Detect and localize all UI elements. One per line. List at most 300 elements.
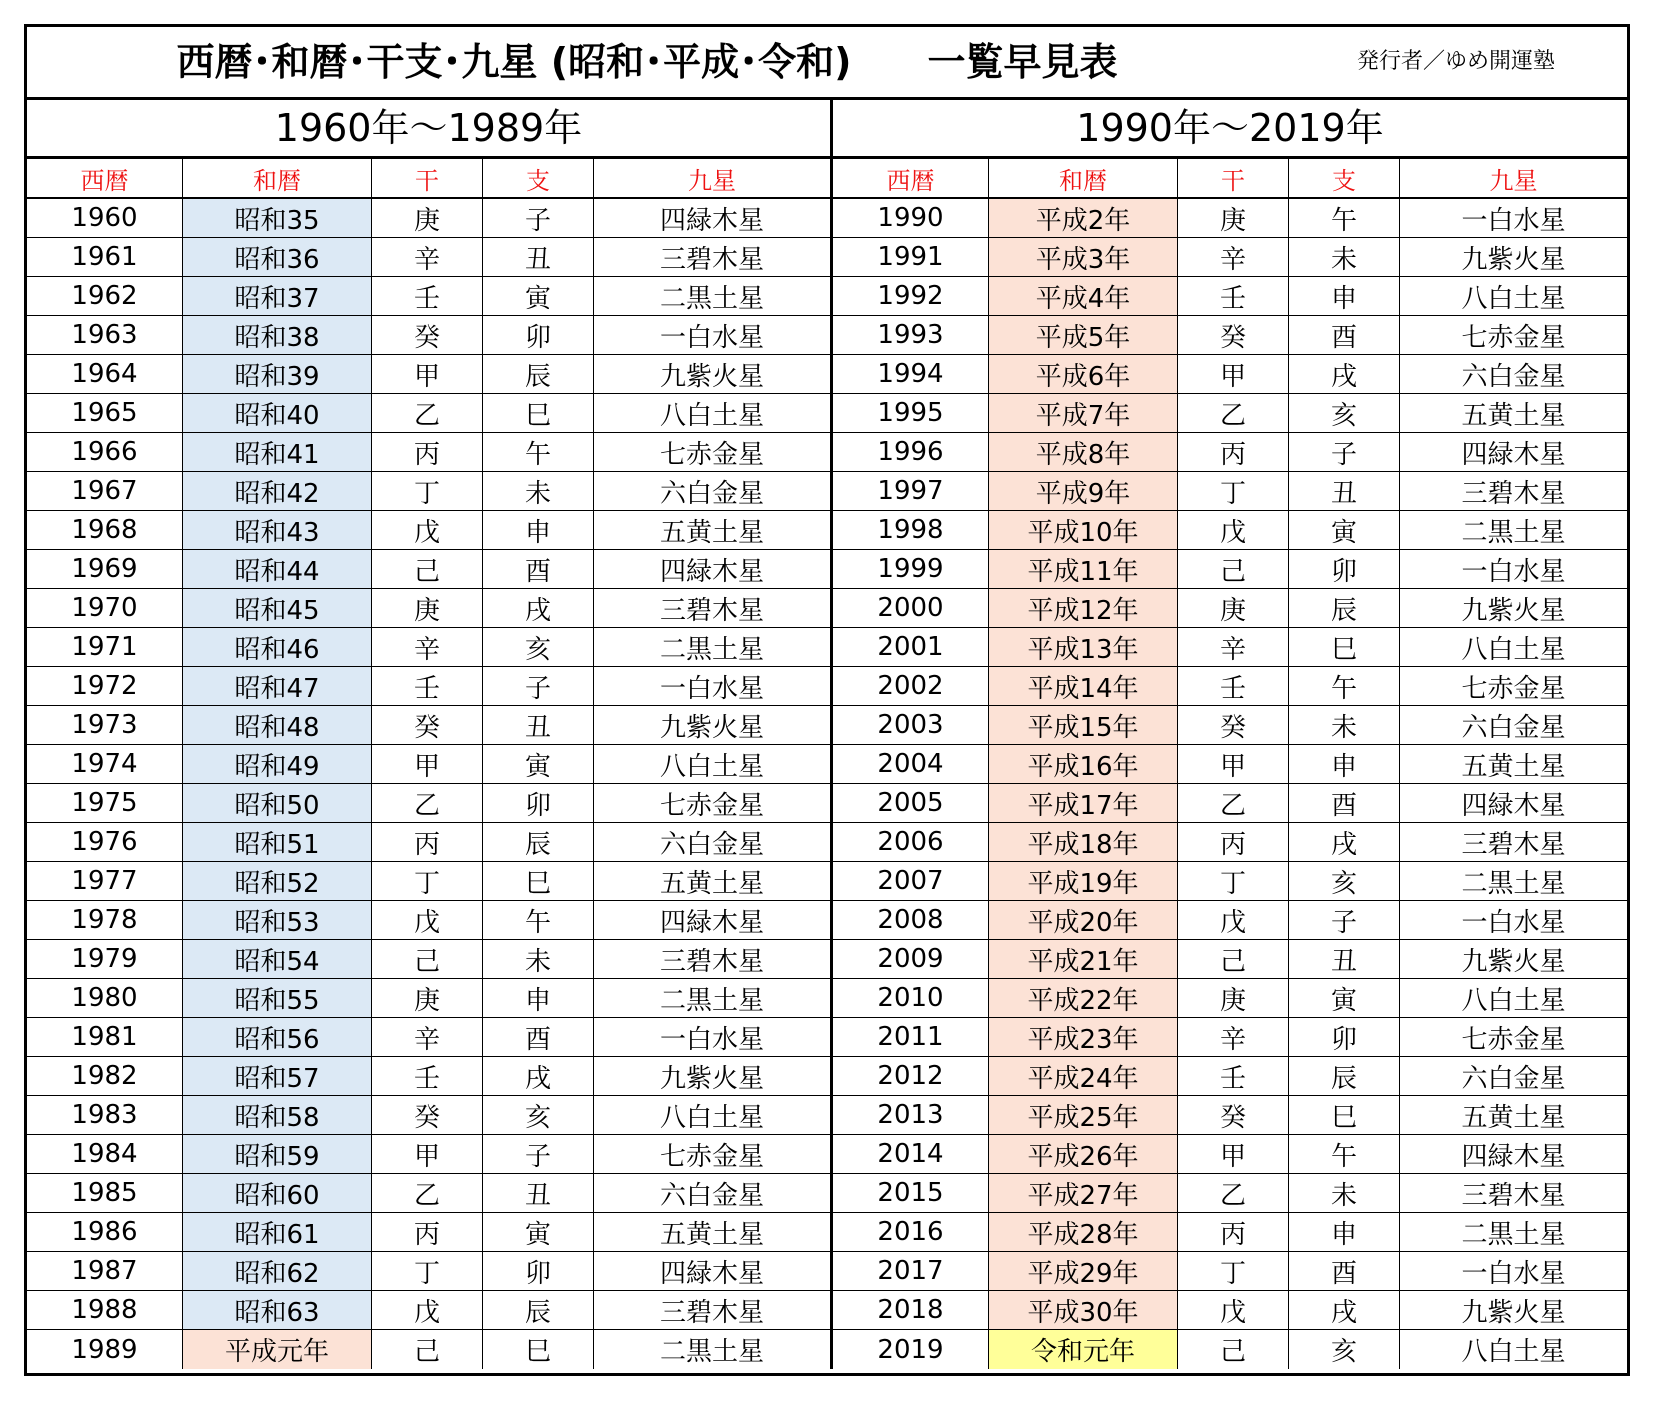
left-era-cell: 昭和43 — [183, 511, 372, 549]
right-shi-cell: 寅 — [1289, 979, 1400, 1017]
right-era-cell: 平成10年 — [989, 511, 1178, 549]
right-era-cell: 令和元年 — [989, 1330, 1178, 1369]
left-era-cell: 昭和37 — [183, 277, 372, 315]
right-shi-cell: 酉 — [1289, 1252, 1400, 1290]
left-kan-cell: 癸 — [372, 316, 483, 354]
left-year-cell: 1970 — [27, 589, 183, 627]
chart-sheet — [24, 24, 1630, 1376]
right-era-cell: 平成22年 — [989, 979, 1178, 1017]
left-era-cell: 昭和35 — [183, 199, 372, 237]
right-era-cell: 平成12年 — [989, 589, 1178, 627]
left-era-cell: 昭和50 — [183, 784, 372, 822]
right-kyusei-cell: 九紫火星 — [1461, 244, 1566, 275]
table-row — [27, 316, 1627, 355]
column-header-wareki: 和暦 — [183, 159, 372, 197]
left-shi-cell: 子 — [483, 1135, 594, 1173]
right-year-cell: 1997 — [833, 472, 989, 510]
left-kan-cell: 戊 — [372, 511, 483, 549]
right-era-cell: 平成26年 — [989, 1135, 1178, 1173]
right-year-cell: 1995 — [833, 394, 989, 432]
left-era-cell: 昭和58 — [183, 1096, 372, 1134]
left-year-cell: 1989 — [27, 1330, 183, 1369]
left-range-title: 1960年～1989年 — [274, 106, 583, 150]
left-era-cell: 昭和57 — [183, 1057, 372, 1095]
table-row — [27, 238, 1627, 277]
left-era-cell: 昭和36 — [183, 238, 372, 276]
left-kyusei-cell: 七赤金星 — [594, 784, 833, 822]
left-shi-cell: 酉 — [483, 1018, 594, 1056]
left-kyusei-cell: 三碧木星 — [594, 940, 833, 978]
left-year-cell: 1985 — [27, 1174, 183, 1212]
left-era-cell: 昭和63 — [183, 1291, 372, 1329]
right-year-cell: 2008 — [833, 901, 989, 939]
left-era-cell: 昭和48 — [183, 706, 372, 744]
left-shi-cell: 卯 — [483, 1252, 594, 1290]
left-year-cell: 1988 — [27, 1291, 183, 1329]
left-era-cell: 昭和53 — [183, 901, 372, 939]
left-kyusei-cell: 二黒土星 — [594, 277, 833, 315]
right-kyusei-cell: 九紫火星 — [1461, 1297, 1566, 1328]
left-shi-cell: 辰 — [483, 355, 594, 393]
left-kyusei-cell: 一白水星 — [594, 1018, 833, 1056]
right-shi-cell: 巳 — [1289, 1096, 1400, 1134]
right-year-cell: 2003 — [833, 706, 989, 744]
right-era-cell: 平成25年 — [989, 1096, 1178, 1134]
column-header-seireki: 西暦 — [833, 159, 989, 197]
left-year-cell: 1972 — [27, 667, 183, 705]
title-row — [27, 27, 1627, 100]
column-header-wareki: 和暦 — [989, 159, 1178, 197]
right-year-cell: 1996 — [833, 433, 989, 471]
left-era-cell: 昭和56 — [183, 1018, 372, 1056]
right-year-cell: 2011 — [833, 1018, 989, 1056]
right-era-cell: 平成14年 — [989, 667, 1178, 705]
right-shi-cell: 戌 — [1289, 823, 1400, 861]
right-kyusei-cell: 五黄土星 — [1461, 751, 1566, 782]
left-era-cell: 昭和59 — [183, 1135, 372, 1173]
left-era-cell: 昭和49 — [183, 745, 372, 783]
right-shi-cell: 戌 — [1289, 1291, 1400, 1329]
right-shi-cell: 子 — [1289, 433, 1400, 471]
right-era-cell: 平成4年 — [989, 277, 1178, 315]
right-kyusei-cell: 七赤金星 — [1461, 1024, 1566, 1055]
right-year-cell: 2019 — [833, 1330, 989, 1369]
left-era-cell: 昭和62 — [183, 1252, 372, 1290]
left-era-cell: 昭和42 — [183, 472, 372, 510]
left-year-cell: 1982 — [27, 1057, 183, 1095]
left-kyusei-cell: 三碧木星 — [594, 589, 833, 627]
range-header-row — [27, 100, 1627, 159]
column-header-kyusei: 九星 — [594, 159, 833, 197]
right-year-cell: 2015 — [833, 1174, 989, 1212]
left-year-cell: 1975 — [27, 784, 183, 822]
right-year-cell: 1998 — [833, 511, 989, 549]
right-shi-cell: 戌 — [1289, 355, 1400, 393]
left-era-cell: 昭和51 — [183, 823, 372, 861]
left-kyusei-cell: 五黄土星 — [594, 1213, 833, 1251]
left-shi-cell: 辰 — [483, 823, 594, 861]
right-year-cell: 2016 — [833, 1213, 989, 1251]
right-kyusei-cell: 一白水星 — [1461, 205, 1566, 236]
right-shi-cell: 卯 — [1289, 1018, 1400, 1056]
right-shi-cell: 申 — [1289, 745, 1400, 783]
left-year-cell: 1964 — [27, 355, 183, 393]
right-shi-cell: 亥 — [1289, 1330, 1400, 1369]
table-row — [27, 628, 1627, 667]
right-shi-cell: 申 — [1289, 1213, 1400, 1251]
left-kan-cell: 己 — [372, 1330, 483, 1369]
left-era-cell: 昭和61 — [183, 1213, 372, 1251]
left-year-cell: 1966 — [27, 433, 183, 471]
right-kan-cell: 丁 — [1178, 472, 1289, 510]
right-year-cell: 2013 — [833, 1096, 989, 1134]
left-kan-cell: 辛 — [372, 628, 483, 666]
left-kyusei-cell: 四緑木星 — [594, 901, 833, 939]
right-kan-cell: 庚 — [1178, 979, 1289, 1017]
table-row — [27, 472, 1627, 511]
left-era-cell: 昭和60 — [183, 1174, 372, 1212]
right-era-cell: 平成7年 — [989, 394, 1178, 432]
right-kan-cell: 戊 — [1178, 1291, 1289, 1329]
left-kan-cell: 戊 — [372, 1291, 483, 1329]
left-kan-cell: 甲 — [372, 355, 483, 393]
table-row — [27, 862, 1627, 901]
right-era-cell: 平成20年 — [989, 901, 1178, 939]
right-shi-cell: 亥 — [1289, 394, 1400, 432]
left-kyusei-cell: 四緑木星 — [594, 199, 833, 237]
left-kyusei-cell: 九紫火星 — [594, 1057, 833, 1095]
left-kan-cell: 丁 — [372, 862, 483, 900]
left-year-cell: 1965 — [27, 394, 183, 432]
right-era-cell: 平成13年 — [989, 628, 1178, 666]
left-kan-cell: 壬 — [372, 667, 483, 705]
right-shi-cell: 亥 — [1289, 862, 1400, 900]
left-era-cell: 平成元年 — [183, 1330, 372, 1369]
right-era-cell: 平成19年 — [989, 862, 1178, 900]
right-kyusei-cell: 二黒土星 — [1461, 868, 1566, 899]
left-year-cell: 1968 — [27, 511, 183, 549]
left-kan-cell: 丙 — [372, 823, 483, 861]
column-header-shi: 支 — [1289, 159, 1400, 197]
right-year-cell: 1993 — [833, 316, 989, 354]
column-header-kan: 干 — [1178, 159, 1289, 197]
table-row — [27, 706, 1627, 745]
left-era-cell: 昭和54 — [183, 940, 372, 978]
right-kyusei-cell: 八白土星 — [1461, 283, 1566, 314]
left-year-cell: 1974 — [27, 745, 183, 783]
right-era-cell: 平成9年 — [989, 472, 1178, 510]
left-kan-cell: 乙 — [372, 1174, 483, 1212]
right-era-cell: 平成15年 — [989, 706, 1178, 744]
left-year-cell: 1978 — [27, 901, 183, 939]
left-kan-cell: 甲 — [372, 1135, 483, 1173]
right-era-cell: 平成28年 — [989, 1213, 1178, 1251]
right-year-cell: 2014 — [833, 1135, 989, 1173]
left-kyusei-cell: 七赤金星 — [594, 1135, 833, 1173]
left-year-cell: 1971 — [27, 628, 183, 666]
left-kan-cell: 庚 — [372, 589, 483, 627]
left-shi-cell: 午 — [483, 433, 594, 471]
right-kan-cell: 戊 — [1178, 511, 1289, 549]
left-shi-cell: 子 — [483, 667, 594, 705]
right-era-cell: 平成24年 — [989, 1057, 1178, 1095]
left-shi-cell: 巳 — [483, 394, 594, 432]
right-kyusei-cell: 九紫火星 — [1461, 946, 1566, 977]
left-kan-cell: 壬 — [372, 1057, 483, 1095]
left-year-cell: 1969 — [27, 550, 183, 588]
right-era-cell: 平成30年 — [989, 1291, 1178, 1329]
right-year-cell: 2000 — [833, 589, 989, 627]
table-row — [27, 589, 1627, 628]
left-kyusei-cell: 五黄土星 — [594, 511, 833, 549]
left-year-cell: 1980 — [27, 979, 183, 1017]
right-shi-cell: 酉 — [1289, 316, 1400, 354]
table-row — [27, 394, 1627, 433]
table-row — [27, 1135, 1627, 1174]
left-year-cell: 1967 — [27, 472, 183, 510]
right-era-cell: 平成2年 — [989, 199, 1178, 237]
left-year-cell: 1976 — [27, 823, 183, 861]
right-kan-cell: 丙 — [1178, 433, 1289, 471]
right-year-cell: 1999 — [833, 550, 989, 588]
left-era-cell: 昭和38 — [183, 316, 372, 354]
publisher-label: 発行者／ゆめ開運塾 — [1357, 49, 1556, 74]
left-shi-cell: 卯 — [483, 316, 594, 354]
left-kyusei-cell: 一白水星 — [594, 667, 833, 705]
left-kyusei-cell: 六白金星 — [594, 472, 833, 510]
left-shi-cell: 寅 — [483, 745, 594, 783]
right-shi-cell: 寅 — [1289, 511, 1400, 549]
right-year-cell: 2002 — [833, 667, 989, 705]
column-header-kan: 干 — [372, 159, 483, 197]
left-kan-cell: 丁 — [372, 1252, 483, 1290]
right-shi-cell: 卯 — [1289, 550, 1400, 588]
right-kan-cell: 乙 — [1178, 1174, 1289, 1212]
left-kyusei-cell: 三碧木星 — [594, 238, 833, 276]
left-shi-cell: 未 — [483, 472, 594, 510]
right-shi-cell: 午 — [1289, 1135, 1400, 1173]
right-year-cell: 1994 — [833, 355, 989, 393]
right-shi-cell: 午 — [1289, 667, 1400, 705]
right-kyusei-cell: 一白水星 — [1461, 907, 1566, 938]
left-kyusei-cell: 二黒土星 — [594, 628, 833, 666]
left-shi-cell: 卯 — [483, 784, 594, 822]
right-kan-cell: 壬 — [1178, 1057, 1289, 1095]
left-shi-cell: 申 — [483, 979, 594, 1017]
left-kyusei-cell: 八白土星 — [594, 1096, 833, 1134]
right-shi-cell: 未 — [1289, 238, 1400, 276]
table-row — [27, 1057, 1627, 1096]
right-kan-cell: 辛 — [1178, 1018, 1289, 1056]
right-kyusei-cell: 五黄土星 — [1461, 1102, 1566, 1133]
right-kan-cell: 己 — [1178, 940, 1289, 978]
right-kyusei-cell: 七赤金星 — [1461, 673, 1566, 704]
right-kyusei-cell: 四緑木星 — [1461, 439, 1566, 470]
table-row — [27, 355, 1627, 394]
left-era-cell: 昭和55 — [183, 979, 372, 1017]
left-kan-cell: 辛 — [372, 238, 483, 276]
right-kyusei-cell: 二黒土星 — [1461, 517, 1566, 548]
left-kan-cell: 丙 — [372, 1213, 483, 1251]
table-row — [27, 784, 1627, 823]
right-kan-cell: 丁 — [1178, 1252, 1289, 1290]
right-year-cell: 2004 — [833, 745, 989, 783]
left-year-cell: 1983 — [27, 1096, 183, 1134]
right-kyusei-cell: 二黒土星 — [1461, 1219, 1566, 1250]
right-kyusei-cell: 九紫火星 — [1461, 595, 1566, 626]
left-kan-cell: 庚 — [372, 199, 483, 237]
right-era-cell: 平成29年 — [989, 1252, 1178, 1290]
right-kan-cell: 甲 — [1178, 1135, 1289, 1173]
right-kan-cell: 辛 — [1178, 238, 1289, 276]
right-era-cell: 平成16年 — [989, 745, 1178, 783]
right-era-cell: 平成21年 — [989, 940, 1178, 978]
left-shi-cell: 巳 — [483, 1330, 594, 1369]
right-era-cell: 平成3年 — [989, 238, 1178, 276]
left-kyusei-cell: 四緑木星 — [594, 1252, 833, 1290]
right-kan-cell: 戊 — [1178, 901, 1289, 939]
left-shi-cell: 未 — [483, 940, 594, 978]
left-shi-cell: 丑 — [483, 706, 594, 744]
left-shi-cell: 申 — [483, 511, 594, 549]
left-kan-cell: 丙 — [372, 433, 483, 471]
right-kan-cell: 辛 — [1178, 628, 1289, 666]
left-year-cell: 1979 — [27, 940, 183, 978]
left-year-cell: 1984 — [27, 1135, 183, 1173]
table-row — [27, 550, 1627, 589]
right-kan-cell: 癸 — [1178, 316, 1289, 354]
right-kyusei-cell: 一白水星 — [1461, 1258, 1566, 1289]
left-shi-cell: 丑 — [483, 1174, 594, 1212]
right-kan-cell: 庚 — [1178, 589, 1289, 627]
left-kyusei-cell: 七赤金星 — [594, 433, 833, 471]
right-kan-cell: 丁 — [1178, 862, 1289, 900]
right-year-cell: 2005 — [833, 784, 989, 822]
right-shi-cell: 申 — [1289, 277, 1400, 315]
right-kyusei-cell: 八白土星 — [1461, 1337, 1566, 1367]
left-shi-cell: 子 — [483, 199, 594, 237]
left-kyusei-cell: 六白金星 — [594, 1174, 833, 1212]
right-shi-cell: 子 — [1289, 901, 1400, 939]
left-kyusei-cell: 二黒土星 — [594, 1330, 833, 1369]
right-era-cell: 平成23年 — [989, 1018, 1178, 1056]
right-shi-cell: 午 — [1289, 199, 1400, 237]
right-year-cell: 2009 — [833, 940, 989, 978]
left-kan-cell: 己 — [372, 550, 483, 588]
right-year-cell: 1990 — [833, 199, 989, 237]
right-year-cell: 2017 — [833, 1252, 989, 1290]
right-kyusei-cell: 五黄土星 — [1461, 400, 1566, 431]
right-era-cell: 平成5年 — [989, 316, 1178, 354]
table-row — [27, 511, 1627, 550]
left-era-cell: 昭和39 — [183, 355, 372, 393]
left-year-cell: 1986 — [27, 1213, 183, 1251]
table-row — [27, 277, 1627, 316]
right-kyusei-cell: 八白土星 — [1461, 634, 1566, 665]
left-year-cell: 1973 — [27, 706, 183, 744]
right-kyusei-cell: 四緑木星 — [1461, 1141, 1566, 1172]
table-row — [27, 1291, 1627, 1330]
right-shi-cell: 丑 — [1289, 472, 1400, 510]
right-year-cell: 2001 — [833, 628, 989, 666]
left-shi-cell: 辰 — [483, 1291, 594, 1329]
left-year-cell: 1977 — [27, 862, 183, 900]
left-kyusei-cell: 三碧木星 — [594, 1291, 833, 1329]
right-era-cell: 平成8年 — [989, 433, 1178, 471]
left-kyusei-cell: 六白金星 — [594, 823, 833, 861]
table-row — [27, 979, 1627, 1018]
left-kan-cell: 癸 — [372, 1096, 483, 1134]
left-era-cell: 昭和41 — [183, 433, 372, 471]
page-title: 西暦･和暦･干支･九星 (昭和･平成･令和) 一覧早見表 — [176, 40, 1118, 84]
left-shi-cell: 亥 — [483, 628, 594, 666]
left-year-cell: 1987 — [27, 1252, 183, 1290]
left-shi-cell: 巳 — [483, 862, 594, 900]
left-year-cell: 1981 — [27, 1018, 183, 1056]
left-kan-cell: 庚 — [372, 979, 483, 1017]
right-kan-cell: 壬 — [1178, 667, 1289, 705]
table-row — [27, 1330, 1627, 1369]
left-kyusei-cell: 八白土星 — [594, 745, 833, 783]
right-kyusei-cell: 三碧木星 — [1461, 1180, 1566, 1211]
right-kan-cell: 乙 — [1178, 394, 1289, 432]
right-era-cell: 平成6年 — [989, 355, 1178, 393]
left-era-cell: 昭和44 — [183, 550, 372, 588]
right-year-cell: 2012 — [833, 1057, 989, 1095]
right-era-cell: 平成18年 — [989, 823, 1178, 861]
right-kyusei-cell: 七赤金星 — [1461, 322, 1566, 353]
right-kan-cell: 丙 — [1178, 823, 1289, 861]
right-kyusei-cell: 八白土星 — [1461, 985, 1566, 1016]
right-kan-cell: 庚 — [1178, 199, 1289, 237]
right-kan-cell: 甲 — [1178, 745, 1289, 783]
left-kyusei-cell: 四緑木星 — [594, 550, 833, 588]
column-header-row — [27, 159, 1627, 199]
right-era-cell: 平成17年 — [989, 784, 1178, 822]
right-shi-cell: 未 — [1289, 1174, 1400, 1212]
right-range-title: 1990年～2019年 — [1076, 106, 1384, 150]
right-kyusei-cell: 一白水星 — [1461, 556, 1566, 587]
left-kan-cell: 癸 — [372, 706, 483, 744]
left-shi-cell: 丑 — [483, 238, 594, 276]
table-row — [27, 1174, 1627, 1213]
right-era-cell: 平成11年 — [989, 550, 1178, 588]
right-shi-cell: 未 — [1289, 706, 1400, 744]
right-kyusei-cell: 三碧木星 — [1461, 478, 1566, 509]
right-kan-cell: 癸 — [1178, 706, 1289, 744]
left-era-cell: 昭和45 — [183, 589, 372, 627]
right-shi-cell: 酉 — [1289, 784, 1400, 822]
right-kan-cell: 丙 — [1178, 1213, 1289, 1251]
left-shi-cell: 午 — [483, 901, 594, 939]
table-row — [27, 667, 1627, 706]
right-shi-cell: 巳 — [1289, 628, 1400, 666]
left-era-cell: 昭和47 — [183, 667, 372, 705]
table-row — [27, 901, 1627, 940]
left-kyusei-cell: 一白水星 — [594, 316, 833, 354]
right-year-cell: 1992 — [833, 277, 989, 315]
right-shi-cell: 辰 — [1289, 1057, 1400, 1095]
left-kan-cell: 辛 — [372, 1018, 483, 1056]
left-shi-cell: 戌 — [483, 589, 594, 627]
left-year-cell: 1961 — [27, 238, 183, 276]
right-kan-cell: 甲 — [1178, 355, 1289, 393]
left-shi-cell: 寅 — [483, 1213, 594, 1251]
left-kyusei-cell: 二黒土星 — [594, 979, 833, 1017]
left-kyusei-cell: 九紫火星 — [594, 355, 833, 393]
right-year-cell: 1991 — [833, 238, 989, 276]
right-kyusei-cell: 六白金星 — [1461, 712, 1566, 743]
